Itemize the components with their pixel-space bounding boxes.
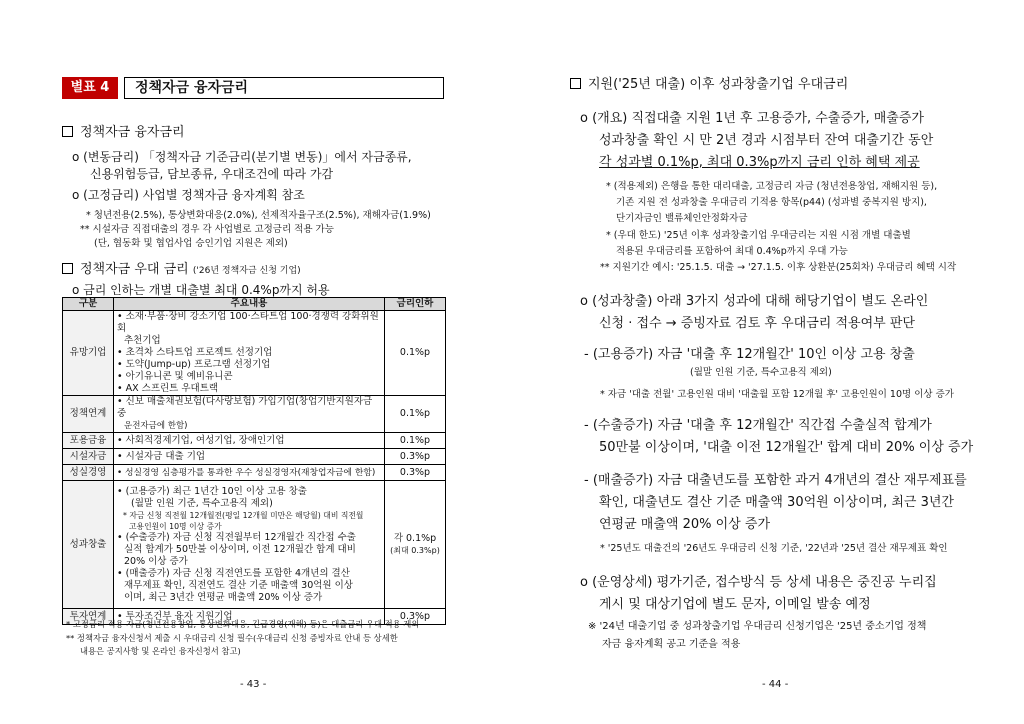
- row-category: 성과창출: [63, 481, 114, 609]
- employment-line-1: - (고용증가) 자금 '대출 후 12개월간' 10인 이상 고용 창출: [584, 347, 915, 362]
- row-content: [114, 311, 385, 396]
- row-content: [114, 465, 385, 481]
- row-line: • 시설자금 대출 기업: [117, 450, 206, 462]
- row-line: • 초격차 스타트업 프로젝트 선정기업: [117, 347, 273, 358]
- note-period-example: ** 지원기간 예시: '25.1.5. 대출 → '27.1.5. 이후 상환분(25회차) 우대금리 혜택 시작: [600, 262, 957, 273]
- row-line: • (수출증가) 자금 신청 직전월부터 12개월간 직간접 수출: [117, 531, 356, 543]
- note-exclusions: * (적용제외) 은행을 통한 대리대출, 고정금리 자금 (청년전용창업, 재해지원 등),: [606, 181, 938, 192]
- operation-line-2: 게시 및 대상기업에 별도 문자, 이메일 발송 예정: [599, 597, 871, 612]
- row-category: 포용금융: [63, 433, 114, 449]
- page-number: - 43 -: [240, 679, 267, 690]
- reference-note-1: ※ '24년 대출기업 중 성과창출기업 우대금리 신청기업은 '25년 중소기업 정책: [588, 621, 927, 632]
- footnote-application: ** 정책자금 융자신청서 제출 시 우대금리 신청 필수(우대금리 신청 증빙자료 안내 등 상세한: [66, 633, 398, 643]
- table-row: [63, 311, 446, 396]
- row-rate: 0.3%p: [385, 609, 446, 625]
- row-line: * 자금 신청 직전월 12개월전(평일 12개월 미만은 해당월) 대비 직전월: [123, 510, 364, 520]
- sales-line-3: 연평균 매출액 20% 이상 증가: [599, 517, 771, 532]
- row-content: [114, 449, 385, 465]
- table-row: [63, 481, 446, 609]
- row-content: [114, 481, 385, 609]
- row-category: 정책연계: [63, 396, 114, 433]
- item-variable-rate-cont: 신용위험등급, 담보종류, 우대조건에 따라 가감: [90, 167, 334, 181]
- row-line: 이며, 최근 3년간 연평균 매출액 20% 이상 증가: [124, 591, 323, 603]
- section-heading-performance: 지원('25년 대출) 이후 성과창출기업 우대금리: [570, 73, 848, 92]
- item-fixed-rate: o (고정금리) 사업별 정책자금 융자계획 참조: [72, 188, 305, 202]
- reference-note-2: 자금 융자계획 공고 기준을 적용: [602, 639, 741, 650]
- row-category: 유망기업: [63, 311, 114, 396]
- rate-max: (최대 0.3%p): [390, 545, 440, 555]
- row-rate: 0.1%p: [385, 433, 446, 449]
- employment-line-2: (월말 인원 기준, 특수고용직 제외): [690, 367, 832, 378]
- footnote-application-cont: 내용은 공지사항 및 온라인 융자신청서 참고): [80, 646, 241, 656]
- row-line: • 소재·부품·장비 강소기업 100·스타트업 100·경쟁력 강화위원회: [117, 311, 379, 334]
- table-row: [63, 449, 446, 465]
- note-facility-fixed: ** 시설자금 직접대출의 경우 각 사업별로 고정금리 적용 가능: [80, 224, 334, 235]
- sales-line-2: 확인, 대출년도 결산 기준 매출액 30억원 이상이며, 최근 3년간: [599, 495, 954, 510]
- row-line: 고용인원이 10명 이상 증가: [129, 521, 222, 531]
- row-line: • 사회적경제기업, 여성기업, 장애인기업: [117, 434, 285, 446]
- appendix-tag: 별표 4: [62, 77, 118, 99]
- operation-line-1: o (운영상세) 평가기준, 접수방식 등 상세 내용은 중진공 누리집: [580, 575, 937, 590]
- row-line: • 아기유니콘 및 예비유니콘: [117, 371, 233, 382]
- performance-line-1: o (성과창출) 아래 3가지 성과에 대해 해당기업이 별도 온라인: [580, 294, 929, 309]
- item-max-reduction: o 금리 인하는 개별 대출별 최대 0.4%p까지 허용: [72, 283, 330, 297]
- checkbox-square-icon: [62, 126, 73, 137]
- note-limit: * (우대 한도) '25년 이후 성과창출기업 우대금리는 지원 시점 개별 대출별: [606, 230, 911, 241]
- preferential-rate-table: [62, 297, 446, 625]
- row-line: • AX 스프린트 우대트랙: [117, 383, 219, 394]
- row-category: 시설자금: [63, 449, 114, 465]
- row-line: 추천기업: [124, 335, 161, 346]
- row-line: 실적 합계가 50만불 이상이며, 이전 12개월간 합계 대비: [124, 543, 356, 555]
- row-line: • (고용증가) 최근 1년간 10인 이상 고용 창출: [117, 485, 307, 497]
- row-line: • 투자조건부 융자 지원기업: [117, 610, 233, 622]
- table-row: [63, 465, 446, 481]
- row-rate: 0.3%p: [385, 465, 446, 481]
- note-exception: (단, 협동화 및 협업사업 승인기업 지원은 제외): [94, 238, 288, 249]
- rate-each: 각 0.1%p: [393, 532, 437, 544]
- checkbox-square-icon: [62, 263, 73, 274]
- export-line-1: - (수출증가) 자금 '대출 후 12개월간' 직간접 수출실적 합계가: [584, 418, 932, 433]
- note-exclusions-3: 단기자금인 밸류체인안정화자금: [616, 213, 748, 224]
- row-line: (월말 인원 기준, 특수고용직 제외): [131, 497, 273, 509]
- table-header-row: [63, 298, 446, 311]
- section-heading-rates: 정책자금 융자금리: [62, 121, 185, 140]
- note-employment: * 자금 '대출 전월' 고용인원 대비 '대출월 포함 12개월 후' 고용인원이 10명 이상 증가: [600, 389, 954, 400]
- row-line: 20% 이상 증가: [124, 555, 188, 567]
- header-rate-cut: 금리인하: [385, 298, 446, 311]
- row-line: 운전자금에 한함): [124, 421, 188, 431]
- note-exclusions-2: 기존 지원 전 성과창출 우대금리 기적용 항목(p44) (성과별 중복지원 방지),: [616, 197, 927, 208]
- row-category: 성실경영: [63, 465, 114, 481]
- row-rate: 0.1%p: [385, 396, 446, 433]
- item-variable-rate: o (변동금리) 「정책자금 기준금리(분기별 변동)」에서 자금종류,: [72, 150, 412, 164]
- sales-line-1: - (매출증가) 자금 대출년도를 포함한 과거 4개년의 결산 재무제표를: [584, 473, 967, 488]
- row-line: • 신보 매출채권보험(다사랑보험) 가입기업(창업기반지원자금 중: [117, 396, 373, 419]
- overview-line-2: 성과창출 확인 시 만 2년 경과 시점부터 잔여 대출기간 동안: [599, 133, 934, 148]
- note-sales: * '25년도 대출건의 '26년도 우대금리 신청 기준, '22년과 '25년 결산 재무제표 확인: [600, 543, 948, 554]
- header-content: 주요내용: [114, 298, 385, 311]
- page-44: [512, 0, 1024, 724]
- overview-line-1: o (개요) 직접대출 지원 1년 후 고용증가, 수출증가, 매출증가: [580, 111, 924, 126]
- performance-line-2: 신청 · 접수 → 증빙자료 검토 후 우대금리 적용여부 판단: [599, 316, 915, 331]
- row-line: • 도약(Jump-up) 프로그램 선정기업: [117, 359, 271, 370]
- table-row: [63, 433, 446, 449]
- row-content: [114, 433, 385, 449]
- export-line-2: 50만불 이상이며, '대출 이전 12개월간' 합계 대비 20% 이상 증가: [599, 440, 974, 455]
- row-rate: 0.1%p: [385, 311, 446, 396]
- header-category: 구분: [63, 298, 114, 311]
- overview-line-3: 각 성과별 0.1%p, 최대 0.3%p까지 금리 인하 혜택 제공: [599, 155, 920, 170]
- note-limit-2: 적용된 우대금리를 포함하여 최대 0.4%p까지 우대 가능: [616, 246, 848, 257]
- row-line: • (매출증가) 자금 신청 직전연도를 포함한 4개년의 결산: [117, 567, 350, 579]
- checkbox-square-icon: [570, 78, 581, 89]
- row-content: [114, 396, 385, 433]
- note-fixed-rate-funds: * 청년전용(2.5%), 통상변화대응(2.0%), 선제적자율구조(2.5%), 재해자금(1.9%): [86, 210, 431, 221]
- row-rate: 0.3%p: [385, 449, 446, 465]
- page-number: - 44 -: [762, 679, 789, 690]
- row-line: • 성실경영 심층평가를 통과한 우수 성실경영자(재창업자금에 한함): [117, 467, 376, 478]
- row-category: 투자연계: [63, 609, 114, 625]
- section-heading-preferential: 정책자금 우대 금리 ('26년 정책자금 신청 기업): [62, 258, 301, 277]
- table-row: [63, 396, 446, 433]
- page-title: 정책자금 융자금리: [124, 77, 444, 99]
- footnote-fixed-excluded: * 고정금리 적용 자금(청년전용창업, 통상변화대응, 긴급경영(재해) 등)은 대출금리 우대 적용 제외: [66, 619, 420, 629]
- row-rate: [385, 481, 446, 609]
- row-line: 재무제표 확인, 직전연도 결산 기준 매출액 30억원 이상: [124, 579, 353, 591]
